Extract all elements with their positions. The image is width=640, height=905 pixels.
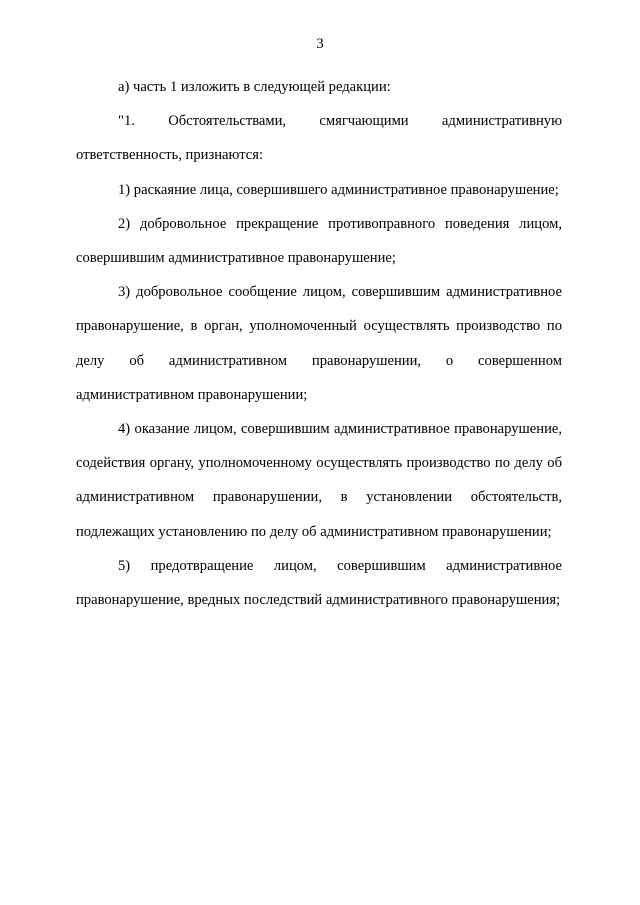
paragraph-item-2: 2) добровольное прекращение противоправного поведения лицом, совершившим административное правонарушение;: [76, 215, 562, 267]
paragraph-item-4: 4) оказание лицом, совершившим административное правонарушение, содействия органу, уполномоченному осуществлять производство по делу об административном правонарушении, в установлении обстоятельств, подлежащих установлению по делу об административном правонарушении;: [76, 421, 562, 540]
paragraph-item-1: 1) раскаяние лица, совершившего административное правонарушение;: [118, 181, 559, 198]
paragraph-amendment-intro: а) часть 1 изложить в следующей редакции:: [118, 79, 391, 95]
page-number: 3: [316, 36, 324, 52]
document-body: [76, 70, 562, 617]
paragraph-clause-1: "1. Обстоятельствами, смягчающими административную ответственность, признаются:: [76, 113, 562, 164]
paragraph-item-5: 5) предотвращение лицом, совершившим административное правонарушение, вредных последствий административного правонарушения;: [76, 557, 562, 609]
paragraph-item-3: 3) добровольное сообщение лицом, совершившим административное правонарушение, в орган, уполномоченный осуществлять производство по делу об административном правонарушении, о совершенном административном правонарушении;: [76, 284, 562, 403]
